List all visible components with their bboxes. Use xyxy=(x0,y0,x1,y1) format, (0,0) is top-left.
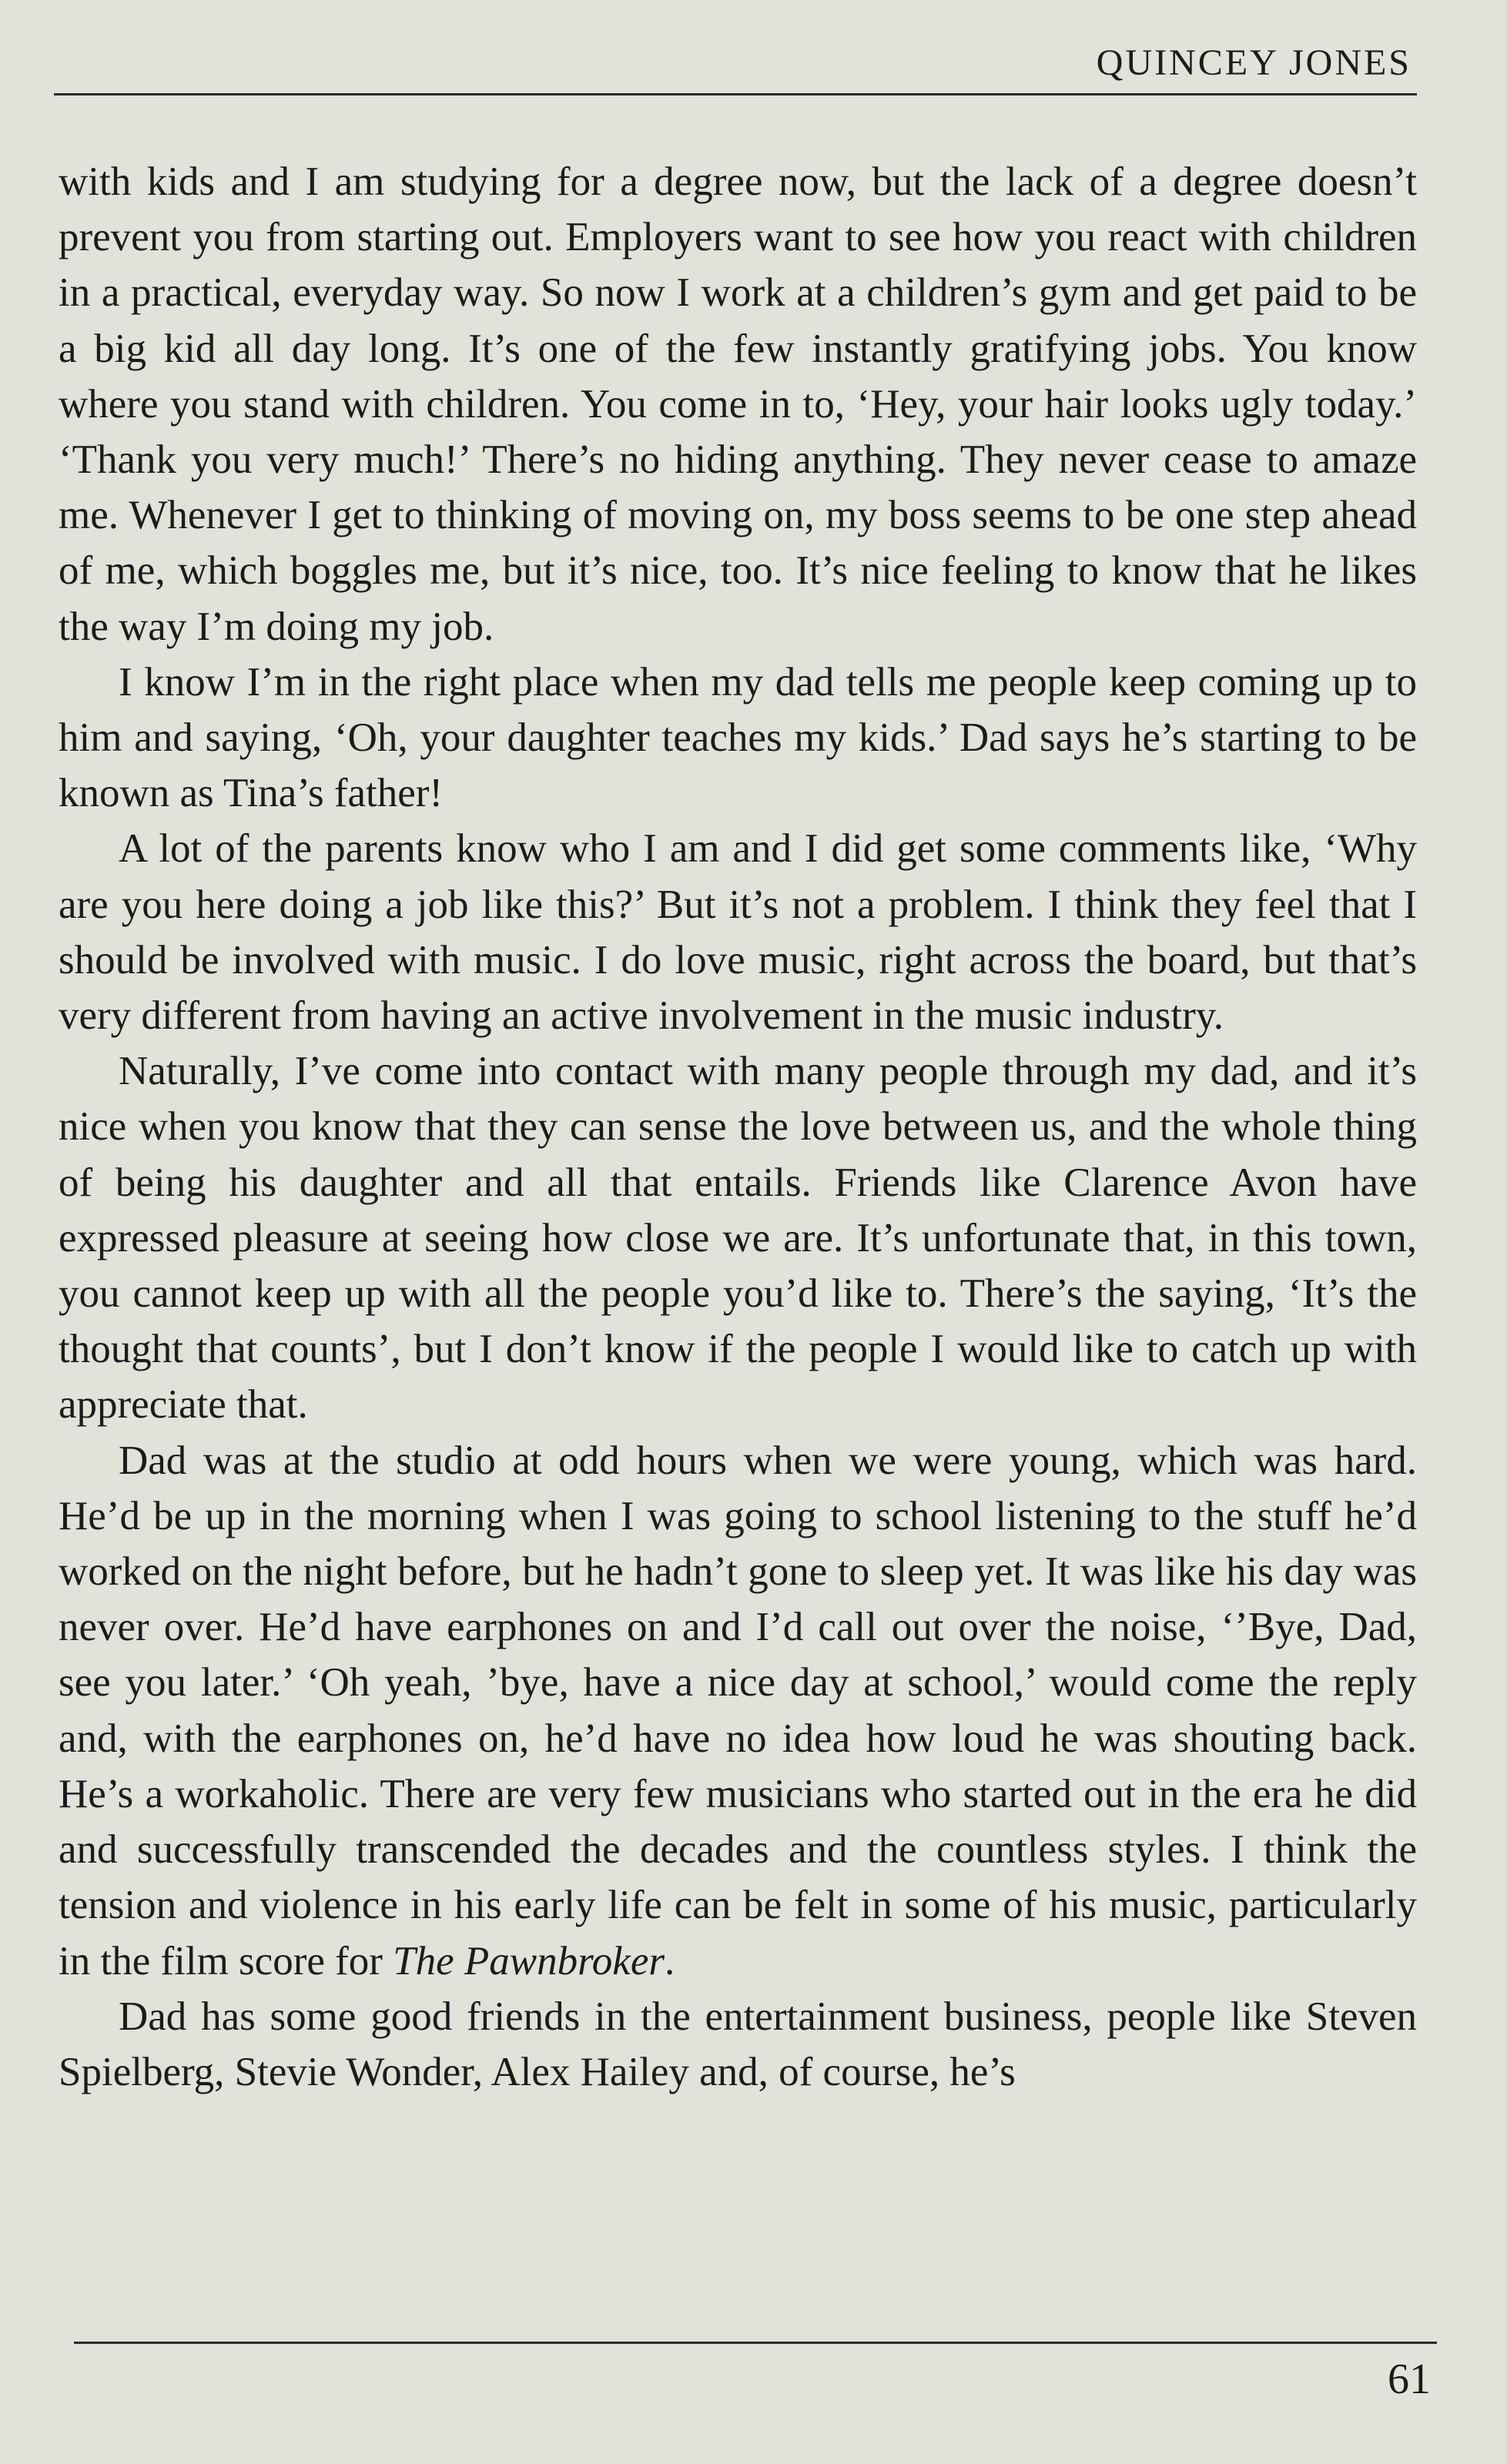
header-rule xyxy=(54,93,1417,95)
paragraph-4: Naturally, I’ve come into contact with many people through my dad, and it’s nice when you know that they can sense the love between us, and the whole thing of being his daughter and all that entails. Friends like Clarence Avon have expressed pleasure at seeing how close we are. It’s unfortunate that, in this town, you cannot keep up with all the people you’d like to. There’s the saying, ‘It’s the thought that counts’, but I don’t know if the people I would like to catch up with appreciate that. xyxy=(59,1049,1417,1428)
paragraph-5 xyxy=(59,1433,1417,1989)
running-head-title: QUINCEY JONES xyxy=(1096,42,1412,83)
paragraph-5-text: Dad was at the studio at odd hours when we were young, which was hard. He’d be up in the morning when I was going to school listening to the stuff he’d worked on the night before, but he hadn’t gone to sleep yet. It was like his day was never over. He’d have earphones on and I’d call out over the noise, ‘’Bye, Dad, see you later.’ ‘Oh yeah, ’bye, have a nice day at school,’ would come the reply and, with the earphones on, he’d have no idea how loud he was shouting back. He’s a workaholic. There are very few musicians who started out in the era he did and successfully transcended the decades and the countless styles. I think the tension and violence in his early life can be felt in some of his music, particularly in the film score for xyxy=(59,1438,1417,1984)
paragraph-2: I know I’m in the right place when my dad tells me people keep coming up to him and saying, ‘Oh, your daughter teaches my kids.’ Dad says he’s starting to be known as Tina’s father! xyxy=(59,659,1417,816)
page-number: 61 xyxy=(1388,2355,1431,2403)
paragraph-5-end: . xyxy=(664,1938,675,1984)
paragraph-3: A lot of the parents know who I am and I did get some comments like, ‘Why are you here doing a job like this?’ But it’s not a problem. I think they feel that I should be involved with music. I do love music, right across the board, but that’s very different from having an active involvement in the music industry. xyxy=(59,826,1417,1039)
footer-rule xyxy=(74,2342,1437,2344)
film-title: The Pawnbroker xyxy=(393,1938,665,1984)
body-text xyxy=(59,154,1417,2100)
paragraph-6: Dad has some good friends in the entertainment business, people like Steven Spielberg, Stevie Wonder, Alex Hailey and, of course, he’s xyxy=(59,1994,1417,2094)
paragraph-1: with kids and I am studying for a degree now, but the lack of a degree doesn’t prevent you from starting out. Employers want to see how you react with children in a practical, everyday way. So now I work at a children’s gym and get paid to be a big kid all day long. It’s one of the few instantly gratifying jobs. You know where you stand with children. You come in to, ‘Hey, your hair looks ugly today.’ ‘Thank you very much!’ There’s no hiding anything. They never cease to amaze me. Whenever I get to thinking of moving on, my boss seems to be one step ahead of me, which boggles me, but it’s nice, too. It’s nice feeling to know that he likes the way I’m doing my job. xyxy=(59,159,1417,649)
